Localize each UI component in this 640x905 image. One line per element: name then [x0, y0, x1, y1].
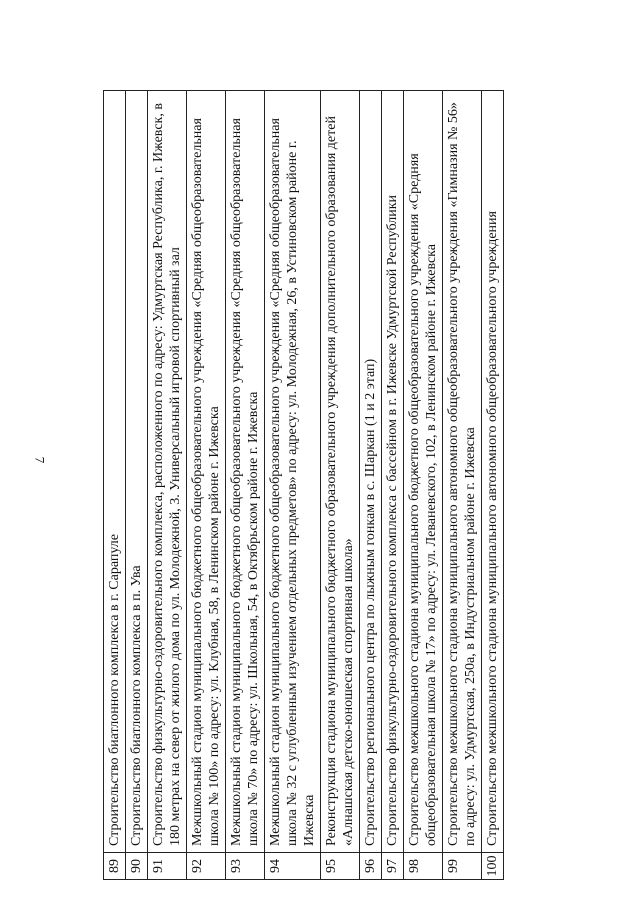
row-number: 94 — [265, 853, 321, 880]
table-row — [443, 91, 482, 880]
table-row — [404, 91, 443, 880]
row-description: Межшкольный стадион муниципального бюджетного общеобразовательного учреждения «Средняя общеобразовательная школа № 100» по адресу: ул. Клубная, 58, в Ленинском районе г. Ижевска — [187, 91, 226, 853]
table-row — [382, 91, 404, 880]
row-number: 92 — [187, 853, 226, 880]
table-row — [104, 91, 126, 880]
row-description: Межшкольный стадион муниципального бюджетного общеобразовательного учреждения «Средняя общеобразовательная школа № 32 с углубленным изучением отдельных предметов» по адресу: ул. Молодежная, 26, в Устиновском районе г. Ижевска — [265, 91, 321, 853]
row-description: Строительство физкультурно-оздоровительного комплекса с бассейном в г. Ижевске Удмуртской Республики — [382, 91, 404, 853]
row-description: Строительство регионального центра по лыжным гонкам в с. Шаркан (1 и 2 этап) — [360, 91, 382, 853]
table-row — [482, 91, 504, 880]
table-row — [187, 91, 226, 880]
row-description: Реконструкция стадиона муниципального бюджетного образовательного учреждения дополнительного образования детей «Алнашская детско-юношеская спортивная школа» — [321, 91, 360, 853]
table-row — [360, 91, 382, 880]
table-row — [321, 91, 360, 880]
row-description: Строительство физкультурно-оздоровительного комплекса, расположенного по адресу: Удмуртская Республика, г. Ижевск, в 180 метрах на север от жилого дома по ул. Молодежной, 3. Универсальный игровой спортивный зал — [148, 91, 187, 853]
table-container — [103, 90, 603, 880]
row-description: Строительство межшкольного стадиона муниципального бюджетного общеобразовательного учреждения «Средняя общеобразовательная школа № 17» по адресу: ул. Леваневского, 102, в Ленинском районе г. Ижевска — [404, 91, 443, 853]
row-number: 89 — [104, 853, 126, 880]
row-number: 96 — [360, 853, 382, 880]
row-number: 100 — [482, 853, 504, 880]
row-number: 97 — [382, 853, 404, 880]
page-number: 7 — [32, 456, 48, 464]
row-description: Строительство биатлонного комплекса в п. Ува — [126, 91, 148, 853]
row-description: Строительство межшкольного стадиона муниципального автономного общеобразовательного учреждения — [482, 91, 504, 853]
row-description: Строительство биатлонного комплекса в г. Сарапуле — [104, 91, 126, 853]
row-number: 99 — [443, 853, 482, 880]
objects-table — [103, 90, 504, 880]
row-number: 95 — [321, 853, 360, 880]
row-number: 98 — [404, 853, 443, 880]
table-row — [265, 91, 321, 880]
row-description: Межшкольный стадион муниципального бюджетного общеобразовательного учреждения «Средняя общеобразовательная школа № 70» по адресу: ул. Школьная, 54, в Октябрьском районе г. Ижевска — [226, 91, 265, 853]
table-row — [126, 91, 148, 880]
row-number: 90 — [126, 853, 148, 880]
row-number: 91 — [148, 853, 187, 880]
table-body — [104, 91, 504, 880]
row-description: Строительство межшкольного стадиона муниципального автономного общеобразовательного учреждения «Гимназия № 56» по адресу: ул. Удмуртская, 250а, в Индустриальном районе г. Ижевска — [443, 91, 482, 853]
row-number: 93 — [226, 853, 265, 880]
table-row — [226, 91, 265, 880]
table-row — [148, 91, 187, 880]
